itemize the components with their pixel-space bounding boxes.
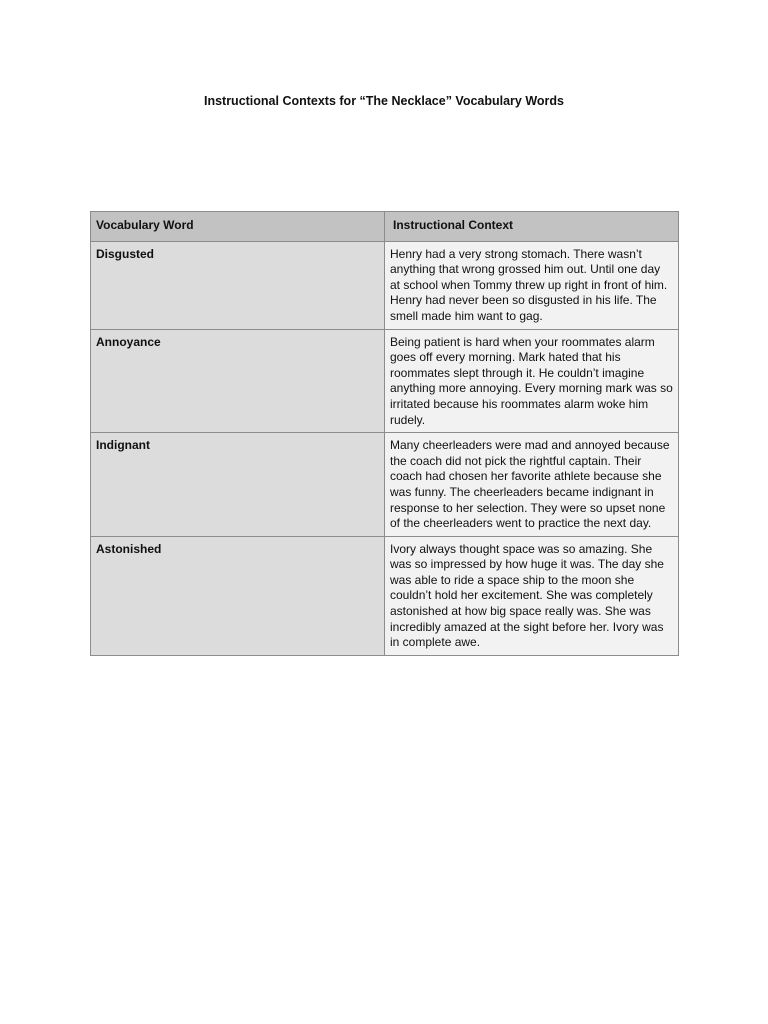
vocabulary-word-cell: Annoyance xyxy=(91,329,385,433)
page-title: Instructional Contexts for “The Necklace” Vocabulary Words xyxy=(203,94,565,108)
vocabulary-word-cell: Disgusted xyxy=(91,241,385,329)
table-row xyxy=(91,241,679,329)
header-instructional-context: Instructional Context xyxy=(385,212,679,242)
instructional-context-cell: Henry had a very strong stomach. There wasn’t anything that wrong grossed him out. Until one day at school when Tommy threw up right in front of him. Henry had never been so disgusted in his life. The smell made him want to gag. xyxy=(385,241,679,329)
vocabulary-word-cell: Indignant xyxy=(91,433,385,537)
table-row xyxy=(91,433,679,537)
instructional-context-cell: Many cheerleaders were mad and annoyed because the coach did not pick the rightful captain. Their coach had chosen her favorite athlete because she was funny. The cheerleaders became indignant in response to her selection. They were so upset none of the cheerleaders went to practice the next day. xyxy=(385,433,679,537)
table-row xyxy=(91,536,679,655)
instructional-context-cell: Being patient is hard when your roommates alarm goes off every morning. Mark hated that his roommates slept through it. He couldn’t imagine anything more annoying. Every morning mark was so irritated because his roommates alarm woke him rudely. xyxy=(385,329,679,433)
table-header-row xyxy=(91,212,679,242)
vocabulary-word-cell: Astonished xyxy=(91,536,385,655)
vocabulary-table xyxy=(90,211,679,656)
header-vocabulary-word: Vocabulary Word xyxy=(91,212,385,242)
table-row xyxy=(91,329,679,433)
instructional-context-cell: Ivory always thought space was so amazing. She was so impressed by how huge it was. The day she was able to ride a space ship to the moon she couldn’t hold her excitement. She was completely astonished at how big space really was. She was incredibly amazed at the sight before her. Ivory was in complete awe. xyxy=(385,536,679,655)
